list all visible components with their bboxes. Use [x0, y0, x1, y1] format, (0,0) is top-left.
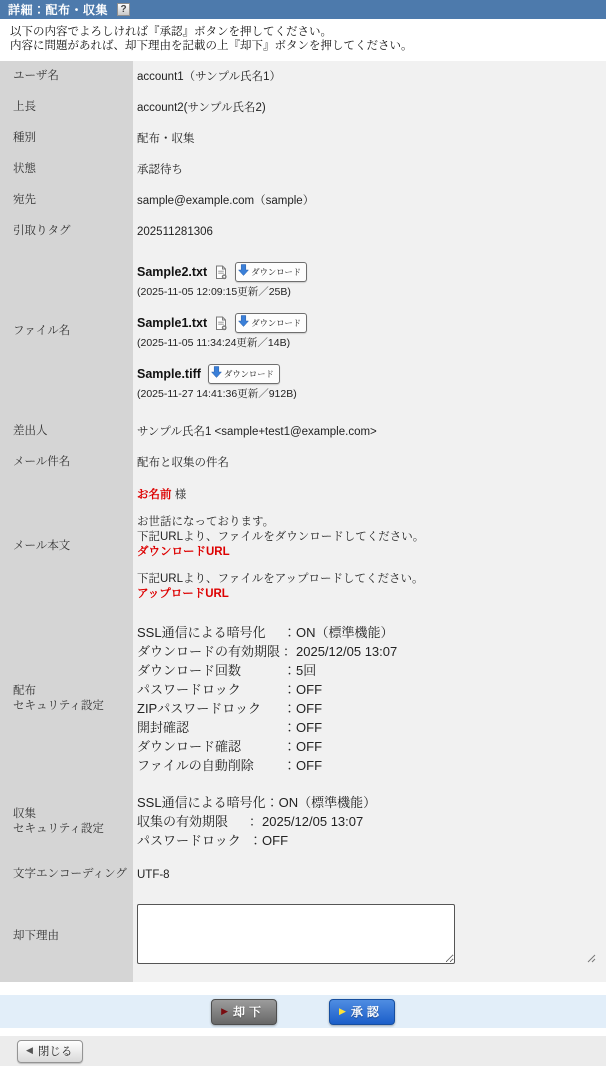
- setting-colon: ：: [283, 625, 297, 640]
- field-label: 配布 セキュリティ設定: [0, 614, 133, 784]
- file-line: [137, 364, 598, 384]
- setting-name: ファイルの自動削除: [137, 758, 254, 773]
- approve-button-label: 承認: [350, 1004, 383, 1019]
- right-arrow-icon: ▶: [339, 1005, 346, 1016]
- setting-colon: ：: [249, 833, 263, 848]
- collect-security-settings: [133, 784, 606, 859]
- mail-highlight-text: お名前: [137, 489, 172, 501]
- file-entry: [137, 313, 598, 350]
- row-mail-body: [0, 478, 606, 614]
- reject-reason-textarea[interactable]: [137, 904, 455, 964]
- file-name: Sample2.txt: [137, 265, 208, 279]
- setting-value: OFF: [296, 739, 323, 754]
- page-header: [0, 0, 606, 19]
- security-setting-line: [137, 642, 598, 661]
- security-setting-line: [137, 793, 598, 812]
- file-name: Sample.tiff: [137, 367, 201, 381]
- field-label: メール件名: [0, 447, 133, 478]
- setting-colon: ：: [283, 720, 297, 735]
- download-arrow-icon: [238, 315, 249, 331]
- setting-value: OFF: [296, 758, 323, 773]
- mail-body-line: [137, 515, 598, 530]
- mail-body-line: [137, 572, 598, 587]
- row-reject-reason: [0, 890, 606, 982]
- mail-text: 下記URLより、ファイルをダウンロードしてください。: [137, 531, 425, 543]
- dist-security-settings: [133, 614, 606, 784]
- mail-body-line: [137, 488, 598, 503]
- close-button-label: 閉じる: [37, 1045, 73, 1058]
- status-badge: 承認待ち: [133, 154, 606, 185]
- instructions: [0, 19, 606, 61]
- mail-body-line: [137, 560, 598, 572]
- page-title: 詳細：配布・収集: [8, 3, 109, 17]
- setting-name: 開封確認: [137, 720, 190, 735]
- security-setting-line: [137, 661, 598, 680]
- setting-name: ダウンロード回数: [137, 663, 242, 678]
- resize-handle-icon[interactable]: [586, 953, 596, 963]
- mail-body-content: [133, 478, 606, 614]
- field-value: sample@example.com（sample）: [133, 185, 606, 216]
- field-label: 引取りタグ: [0, 216, 133, 247]
- file-meta: (2025-11-05 11:34:24更新／14B): [137, 337, 291, 349]
- security-setting-line: [137, 718, 598, 737]
- setting-colon: ：: [249, 814, 263, 829]
- close-button[interactable]: [17, 1040, 83, 1063]
- row-type: [0, 123, 606, 154]
- setting-value: 5回: [296, 663, 317, 678]
- field-value: 202511281306: [133, 216, 606, 247]
- download-button[interactable]: [235, 313, 307, 333]
- instruction-line-1: 以下の内容でよろしければ『承認』ボタンを押してください。: [10, 26, 332, 38]
- file-meta: (2025-11-27 14:41:36更新／912B): [137, 388, 297, 400]
- download-button[interactable]: [235, 262, 307, 282]
- download-button-label: ダウンロード: [251, 267, 301, 277]
- field-label: ユーザ名: [0, 61, 133, 92]
- setting-value: OFF: [296, 720, 323, 735]
- field-label: 状態: [0, 154, 133, 185]
- instruction-line-2: 内容に問題があれば、却下理由を記載の上『却下』ボタンを押してください。: [10, 40, 413, 52]
- row-user-name: [0, 61, 606, 92]
- setting-value: 2025/12/05 13:07: [296, 644, 398, 659]
- row-superior: [0, 92, 606, 123]
- row-file-name: [0, 247, 606, 416]
- mail-body-line: [137, 530, 598, 545]
- security-setting-line: [137, 831, 598, 850]
- reject-button-label: 却下: [232, 1004, 265, 1019]
- row-mail-subject: [0, 447, 606, 478]
- mail-body-line: [137, 587, 598, 602]
- security-setting-line: [137, 756, 598, 775]
- action-bar: [0, 995, 606, 1028]
- setting-name: 収集の有効期限: [137, 814, 229, 829]
- field-label: 収集 セキュリティ設定: [0, 784, 133, 859]
- field-value: UTF-8: [133, 859, 606, 890]
- setting-name: パスワードロック: [137, 833, 241, 848]
- approve-button[interactable]: [329, 999, 395, 1025]
- file-entry: [137, 364, 598, 401]
- field-value: account2(サンプル氏名2): [133, 92, 606, 123]
- file-name: Sample1.txt: [137, 316, 208, 330]
- setting-value: ON（標準機能）: [296, 625, 394, 640]
- field-label: 宛先: [0, 185, 133, 216]
- detail-table: [0, 61, 606, 982]
- mail-text: 下記URLより、ファイルをアップロードしてください。: [137, 573, 424, 585]
- mail-text: 様: [171, 489, 187, 501]
- setting-colon: ：: [283, 682, 297, 697]
- row-collect-security: [0, 784, 606, 859]
- document-icon[interactable]: [214, 265, 228, 280]
- field-value: [133, 890, 606, 982]
- field-label: 上長: [0, 92, 133, 123]
- setting-name: パスワードロック: [137, 682, 241, 697]
- field-value: 配布と収集の件名: [133, 447, 606, 478]
- download-arrow-icon: [211, 366, 222, 382]
- setting-value: OFF: [262, 833, 289, 848]
- row-pickup-tag: [0, 216, 606, 247]
- row-dist-security: [0, 614, 606, 784]
- setting-name: ZIPパスワードロック: [137, 701, 261, 716]
- security-setting-line: [137, 812, 598, 831]
- right-arrow-icon: ▶: [221, 1005, 228, 1016]
- field-label: 差出人: [0, 416, 133, 447]
- file-line: [137, 262, 598, 282]
- setting-colon: ：: [283, 644, 297, 659]
- mail-text: お世話になっております。: [137, 516, 275, 528]
- download-arrow-icon: [238, 264, 249, 280]
- reject-button[interactable]: [211, 999, 277, 1025]
- security-setting-line: [137, 623, 598, 642]
- security-setting-line: [137, 680, 598, 699]
- setting-value: OFF: [296, 701, 323, 716]
- field-label: 却下理由: [0, 890, 133, 982]
- footer-bar: [0, 1036, 606, 1066]
- mail-highlight-text: ダウンロードURL: [137, 546, 230, 558]
- setting-colon: ：: [283, 739, 297, 754]
- field-value: サンプル氏名1 <sample+test1@example.com>: [133, 416, 606, 447]
- setting-colon: ：: [283, 701, 297, 716]
- file-list: [133, 247, 606, 416]
- setting-colon: ：: [265, 795, 279, 810]
- row-sender: [0, 416, 606, 447]
- left-arrow-icon: ◀: [26, 1045, 33, 1055]
- setting-colon: ：: [283, 758, 297, 773]
- file-meta: (2025-11-05 12:09:15更新／25B): [137, 286, 291, 298]
- help-icon[interactable]: ?: [117, 3, 130, 16]
- file-line: [137, 313, 598, 333]
- field-label: メール本文: [0, 478, 133, 614]
- setting-name: ダウンロード確認: [137, 739, 242, 754]
- mail-highlight-text: アップロードURL: [137, 588, 229, 600]
- field-value: 配布・収集: [133, 123, 606, 154]
- field-label: 種別: [0, 123, 133, 154]
- setting-name: ダウンロードの有効期限: [137, 644, 281, 659]
- row-recipient: [0, 185, 606, 216]
- field-value: account1（サンプル氏名1）: [133, 61, 606, 92]
- setting-name: SSL通信による暗号化: [137, 795, 266, 810]
- mail-body-line: [137, 503, 598, 515]
- security-setting-line: [137, 737, 598, 756]
- field-label: 文字エンコーディング: [0, 859, 133, 890]
- mail-body-line: [137, 545, 598, 560]
- setting-value: ON（標準機能）: [278, 795, 377, 810]
- file-entry: [137, 262, 598, 299]
- download-button[interactable]: [208, 364, 280, 384]
- row-status: [0, 154, 606, 185]
- row-encoding: [0, 859, 606, 890]
- setting-value: OFF: [296, 682, 323, 697]
- security-setting-line: [137, 699, 598, 718]
- download-button-label: ダウンロード: [223, 369, 274, 379]
- field-label: ファイル名: [0, 247, 133, 416]
- setting-name: SSL通信による暗号化: [137, 625, 266, 640]
- setting-colon: ：: [283, 663, 297, 678]
- download-button-label: ダウンロード: [251, 318, 301, 328]
- document-icon[interactable]: [214, 316, 228, 331]
- setting-value: 2025/12/05 13:07: [262, 814, 364, 829]
